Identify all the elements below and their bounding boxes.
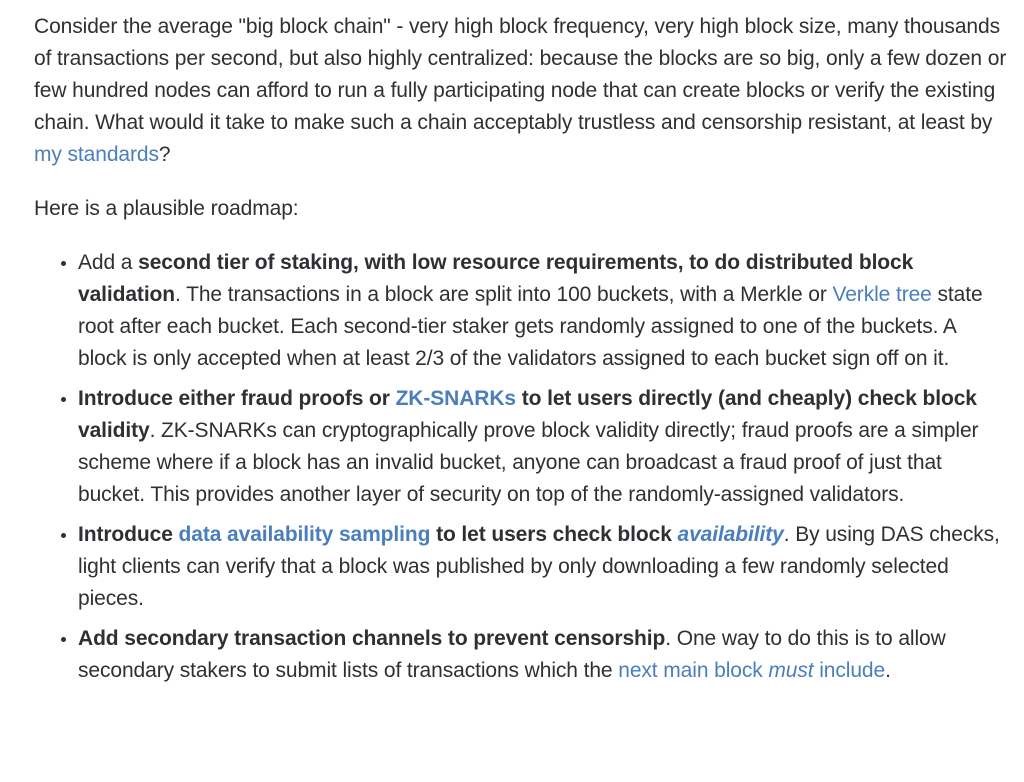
censorship-final-period: . bbox=[885, 659, 891, 682]
censorship-body-text: . One way to do this is to allow secondary stakers to submit lists of transactions which the bbox=[78, 627, 946, 682]
next-main-block-must-italic: must bbox=[768, 659, 814, 682]
next-main-block-include: include bbox=[813, 659, 886, 682]
link-data-availability-sampling[interactable]: data availability sampling bbox=[178, 523, 431, 546]
link-zk-snarks[interactable]: ZK-SNARKs bbox=[395, 387, 516, 410]
link-verkle-tree[interactable]: Verkle tree bbox=[832, 283, 932, 306]
das-bold-pre: Introduce bbox=[78, 523, 179, 546]
link-availability-emphasis[interactable]: availability bbox=[677, 523, 784, 546]
das-body-text: . By using DAS checks, light clients can verify that a block was published by only downloading a few randomly selected pieces. bbox=[78, 523, 1000, 610]
censorship-bold-text: Add secondary transaction channels to prevent censorship bbox=[78, 627, 666, 650]
roadmap-list bbox=[34, 247, 1007, 687]
list-item-das bbox=[78, 519, 1007, 615]
staking-text-mid: . The transactions in a block are split into 100 buckets, with a Merkle or bbox=[175, 283, 833, 306]
link-my-standards[interactable]: my standards bbox=[34, 143, 159, 166]
paragraph-intro bbox=[34, 11, 1007, 171]
list-item-censorship bbox=[78, 623, 1007, 687]
link-next-main-block[interactable] bbox=[618, 659, 885, 682]
next-main-block-text: next main block bbox=[618, 659, 769, 682]
intro-question-mark: ? bbox=[158, 143, 171, 166]
list-item-staking bbox=[78, 247, 1007, 375]
validity-bold-post: to let users directly (and cheaply) check block validity bbox=[78, 387, 977, 442]
staking-text-pre: Add a bbox=[78, 251, 139, 274]
validity-bold-pre: Introduce either fraud proofs or bbox=[78, 387, 396, 410]
staking-bold-text: second tier of staking, with low resource requirements, to do distributed block validation bbox=[78, 251, 914, 306]
list-item-validity bbox=[78, 383, 1007, 511]
validity-body-text: . ZK-SNARKs can cryptographically prove block validity directly; fraud proofs are a simpler scheme where if a block has an invalid bucket, anyone can broadcast a fraud proof of just that bucket. This provides another layer of security on top of the randomly-assigned validators. bbox=[78, 419, 979, 506]
das-bold-mid: to let users check block bbox=[430, 523, 678, 546]
staking-text-post: state root after each bucket. Each second-tier staker gets randomly assigned to one of the buckets. A block is only accepted when at least 2/3 of the validators assigned to each bucket sign off on it. bbox=[78, 283, 983, 370]
intro-text: Consider the average "big block chain" - very high block frequency, very high block size, many thousands of transactions per second, but also highly centralized: because the blocks are so big, only a few dozen or few hundred nodes can afford to run a fully participating node that can create blocks or verify the existing chain. What would it take to make such a chain acceptably trustless and censorship resistant, at least by bbox=[34, 15, 1007, 134]
paragraph-roadmap-heading: Here is a plausible roadmap: bbox=[34, 197, 299, 220]
